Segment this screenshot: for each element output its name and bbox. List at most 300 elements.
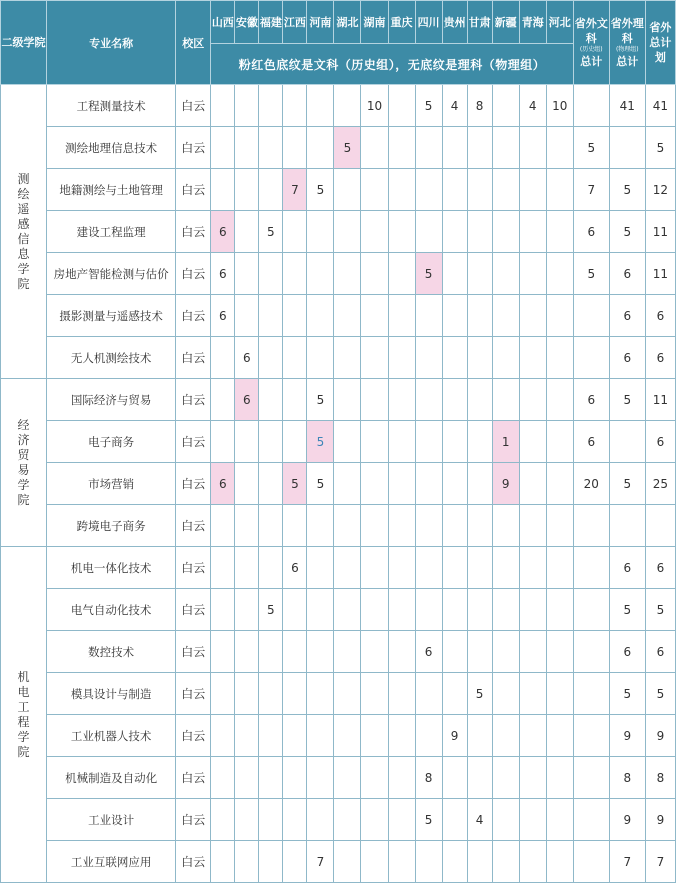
- province-quota-cell: [519, 757, 546, 799]
- province-quota-cell: 5: [307, 421, 334, 463]
- province-quota-cell: [492, 841, 519, 883]
- province-quota-cell: [415, 841, 442, 883]
- arts-total-cell: 7: [573, 169, 609, 211]
- province-quota-cell: [283, 253, 307, 295]
- province-quota-cell: [442, 757, 467, 799]
- grand-total-cell: 11: [645, 379, 675, 421]
- major-name: 模具设计与制造: [47, 673, 176, 715]
- province-quota-cell: [492, 505, 519, 547]
- province-quota-cell: [388, 379, 415, 421]
- province-quota-cell: [283, 799, 307, 841]
- province-quota-cell: [211, 379, 235, 421]
- province-quota-cell: [235, 673, 259, 715]
- province-quota-cell: [361, 169, 388, 211]
- header-province: 湖北: [334, 1, 361, 44]
- province-quota-cell: [361, 631, 388, 673]
- grand-total-cell: 6: [645, 295, 675, 337]
- province-quota-cell: [492, 379, 519, 421]
- province-quota-cell: [334, 169, 361, 211]
- campus-name: 白云: [176, 169, 211, 211]
- table-row: [1, 295, 676, 337]
- grand-total-cell: 12: [645, 169, 675, 211]
- province-quota-cell: [334, 505, 361, 547]
- province-quota-cell: [211, 505, 235, 547]
- province-quota-cell: [442, 421, 467, 463]
- province-quota-cell: 10: [546, 85, 573, 127]
- campus-name: 白云: [176, 589, 211, 631]
- major-name: 市场营销: [47, 463, 176, 505]
- province-quota-cell: [467, 841, 492, 883]
- arts-total-cell: 6: [573, 421, 609, 463]
- major-name: 工业设计: [47, 799, 176, 841]
- arts-total-cell: [573, 295, 609, 337]
- province-quota-cell: [283, 757, 307, 799]
- province-quota-cell: [307, 631, 334, 673]
- province-quota-cell: [415, 505, 442, 547]
- province-quota-cell: 5: [307, 463, 334, 505]
- province-quota-cell: [334, 799, 361, 841]
- province-quota-cell: [259, 631, 283, 673]
- province-quota-cell: [388, 505, 415, 547]
- province-quota-cell: [546, 211, 573, 253]
- province-quota-cell: 10: [361, 85, 388, 127]
- province-quota-cell: [259, 337, 283, 379]
- table-row: [1, 421, 676, 463]
- province-quota-cell: [415, 169, 442, 211]
- header-province: 青海: [519, 1, 546, 44]
- province-quota-cell: [492, 85, 519, 127]
- province-quota-cell: [211, 631, 235, 673]
- campus-name: 白云: [176, 799, 211, 841]
- province-quota-cell: [259, 421, 283, 463]
- header-province: 江西: [283, 1, 307, 44]
- province-quota-cell: [334, 589, 361, 631]
- table-row: [1, 253, 676, 295]
- province-quota-cell: [283, 421, 307, 463]
- province-quota-cell: 5: [259, 211, 283, 253]
- province-quota-cell: [361, 589, 388, 631]
- grand-total-cell: 9: [645, 715, 675, 757]
- arts-total-cell: [573, 799, 609, 841]
- province-quota-cell: [442, 841, 467, 883]
- province-quota-cell: [467, 631, 492, 673]
- province-quota-cell: [334, 841, 361, 883]
- major-name: 房地产智能检测与估价: [47, 253, 176, 295]
- science-total-cell: 5: [609, 211, 645, 253]
- science-total-cell: 6: [609, 631, 645, 673]
- province-quota-cell: [283, 211, 307, 253]
- province-quota-cell: [442, 169, 467, 211]
- major-name: 机电一体化技术: [47, 547, 176, 589]
- province-quota-cell: [442, 253, 467, 295]
- province-quota-cell: [442, 589, 467, 631]
- campus-name: 白云: [176, 631, 211, 673]
- major-name: 机械制造及自动化: [47, 757, 176, 799]
- major-name: 工业互联网应用: [47, 841, 176, 883]
- province-quota-cell: [388, 673, 415, 715]
- table-row: [1, 379, 676, 421]
- table-row: [1, 799, 676, 841]
- province-quota-cell: [334, 85, 361, 127]
- province-quota-cell: [415, 337, 442, 379]
- province-quota-cell: [259, 295, 283, 337]
- province-quota-cell: [546, 253, 573, 295]
- province-quota-cell: [492, 253, 519, 295]
- science-total-cell: 5: [609, 673, 645, 715]
- province-quota-cell: [361, 379, 388, 421]
- grand-total-cell: 8: [645, 757, 675, 799]
- province-quota-cell: [467, 505, 492, 547]
- province-quota-cell: [334, 463, 361, 505]
- arts-total-cell: [573, 547, 609, 589]
- major-name: 电子商务: [47, 421, 176, 463]
- campus-name: 白云: [176, 421, 211, 463]
- grand-total-cell: [645, 505, 675, 547]
- major-name: 国际经济与贸易: [47, 379, 176, 421]
- province-quota-cell: [519, 799, 546, 841]
- grand-total-cell: 41: [645, 85, 675, 127]
- province-quota-cell: [334, 715, 361, 757]
- province-quota-cell: [467, 421, 492, 463]
- province-quota-cell: [442, 127, 467, 169]
- campus-name: 白云: [176, 505, 211, 547]
- province-quota-cell: [259, 757, 283, 799]
- science-total-cell: 8: [609, 757, 645, 799]
- province-quota-cell: [211, 127, 235, 169]
- province-quota-cell: [361, 715, 388, 757]
- province-quota-cell: [307, 211, 334, 253]
- province-quota-cell: [334, 547, 361, 589]
- arts-total-cell: 5: [573, 127, 609, 169]
- arts-total-cell: [573, 715, 609, 757]
- province-quota-cell: [283, 841, 307, 883]
- campus-name: 白云: [176, 841, 211, 883]
- header-province: 贵州: [442, 1, 467, 44]
- province-quota-cell: [519, 253, 546, 295]
- province-quota-cell: [519, 379, 546, 421]
- province-quota-cell: [259, 127, 283, 169]
- college-name: [1, 547, 47, 883]
- province-quota-cell: [467, 169, 492, 211]
- header-science-total-suffix: 总计: [616, 55, 639, 68]
- campus-name: 白云: [176, 757, 211, 799]
- grand-total-cell: 6: [645, 631, 675, 673]
- science-total-cell: 5: [609, 379, 645, 421]
- province-quota-cell: [519, 589, 546, 631]
- table-row: [1, 631, 676, 673]
- province-quota-cell: [442, 547, 467, 589]
- province-quota-cell: [467, 337, 492, 379]
- header-province: 湖南: [361, 1, 388, 44]
- province-quota-cell: 5: [467, 673, 492, 715]
- province-quota-cell: [361, 253, 388, 295]
- campus-name: 白云: [176, 673, 211, 715]
- province-quota-cell: [259, 715, 283, 757]
- province-quota-cell: [492, 337, 519, 379]
- province-quota-cell: [388, 295, 415, 337]
- province-quota-cell: [546, 799, 573, 841]
- province-quota-cell: 6: [211, 463, 235, 505]
- province-quota-cell: [467, 589, 492, 631]
- grand-total-cell: 7: [645, 841, 675, 883]
- province-quota-cell: 5: [415, 799, 442, 841]
- province-quota-cell: [388, 631, 415, 673]
- table-row: [1, 85, 676, 127]
- province-quota-cell: [235, 85, 259, 127]
- major-name: 测绘地理信息技术: [47, 127, 176, 169]
- province-quota-cell: [211, 715, 235, 757]
- science-total-cell: 5: [609, 589, 645, 631]
- province-quota-cell: [492, 547, 519, 589]
- grand-total-cell: 6: [645, 337, 675, 379]
- province-quota-cell: [467, 547, 492, 589]
- province-quota-cell: [235, 631, 259, 673]
- grand-total-cell: 6: [645, 421, 675, 463]
- province-quota-cell: [388, 169, 415, 211]
- campus-name: 白云: [176, 715, 211, 757]
- province-quota-cell: [388, 799, 415, 841]
- province-quota-cell: 6: [415, 631, 442, 673]
- province-quota-cell: [283, 673, 307, 715]
- science-total-cell: [609, 421, 645, 463]
- province-quota-cell: [283, 295, 307, 337]
- province-quota-cell: 9: [442, 715, 467, 757]
- header-science-total-sub: (物理组): [615, 46, 639, 53]
- province-quota-cell: [334, 379, 361, 421]
- province-quota-cell: [519, 295, 546, 337]
- province-quota-cell: [334, 295, 361, 337]
- arts-total-cell: [573, 589, 609, 631]
- province-quota-cell: [235, 463, 259, 505]
- province-quota-cell: 6: [235, 337, 259, 379]
- province-quota-cell: [388, 253, 415, 295]
- province-quota-cell: [307, 673, 334, 715]
- province-quota-cell: 5: [283, 463, 307, 505]
- province-quota-cell: 6: [235, 379, 259, 421]
- province-quota-cell: [467, 253, 492, 295]
- province-quota-cell: [546, 337, 573, 379]
- province-quota-cell: [283, 505, 307, 547]
- campus-name: 白云: [176, 337, 211, 379]
- province-quota-cell: [388, 589, 415, 631]
- province-quota-cell: [235, 169, 259, 211]
- province-quota-cell: [467, 463, 492, 505]
- province-quota-cell: [283, 379, 307, 421]
- province-quota-cell: [259, 547, 283, 589]
- province-quota-cell: 4: [467, 799, 492, 841]
- college-name-text: 机电工程学院: [17, 669, 30, 759]
- province-quota-cell: [519, 547, 546, 589]
- province-quota-cell: [361, 673, 388, 715]
- province-quota-cell: [546, 463, 573, 505]
- province-quota-cell: [283, 337, 307, 379]
- province-quota-cell: [211, 85, 235, 127]
- province-quota-cell: [307, 799, 334, 841]
- grand-total-cell: 25: [645, 463, 675, 505]
- province-quota-cell: [415, 421, 442, 463]
- province-quota-cell: 5: [307, 379, 334, 421]
- province-quota-cell: [415, 715, 442, 757]
- header-province: 四川: [415, 1, 442, 44]
- province-quota-cell: 4: [519, 85, 546, 127]
- province-quota-cell: [519, 631, 546, 673]
- province-quota-cell: 5: [334, 127, 361, 169]
- province-quota-cell: [307, 127, 334, 169]
- campus-name: 白云: [176, 127, 211, 169]
- science-total-cell: 41: [609, 85, 645, 127]
- province-quota-cell: [546, 841, 573, 883]
- table-row: [1, 673, 676, 715]
- header-arts-total: [573, 1, 609, 85]
- province-quota-cell: [546, 127, 573, 169]
- province-quota-cell: [442, 337, 467, 379]
- province-quota-cell: 5: [415, 253, 442, 295]
- science-total-cell: [609, 505, 645, 547]
- province-quota-cell: [415, 589, 442, 631]
- province-quota-cell: [492, 211, 519, 253]
- campus-name: 白云: [176, 85, 211, 127]
- province-quota-cell: [334, 673, 361, 715]
- province-quota-cell: [492, 799, 519, 841]
- province-quota-cell: [388, 547, 415, 589]
- header-college: 二级学院: [1, 1, 47, 85]
- table-row: [1, 715, 676, 757]
- major-name: 跨境电子商务: [47, 505, 176, 547]
- header-province: 重庆: [388, 1, 415, 44]
- province-quota-cell: 5: [307, 169, 334, 211]
- major-name: 无人机测绘技术: [47, 337, 176, 379]
- province-quota-cell: [361, 757, 388, 799]
- province-quota-cell: [546, 757, 573, 799]
- province-quota-cell: [361, 127, 388, 169]
- province-quota-cell: [519, 127, 546, 169]
- province-quota-cell: [415, 379, 442, 421]
- province-quota-cell: [442, 799, 467, 841]
- province-quota-cell: [492, 757, 519, 799]
- campus-name: 白云: [176, 547, 211, 589]
- grand-total-cell: 6: [645, 547, 675, 589]
- province-quota-cell: [235, 589, 259, 631]
- province-quota-cell: [388, 463, 415, 505]
- header-arts-total-label: 省外文科: [574, 17, 608, 45]
- province-quota-cell: 1: [492, 421, 519, 463]
- province-quota-cell: [546, 715, 573, 757]
- province-quota-cell: [361, 547, 388, 589]
- table-row: [1, 589, 676, 631]
- province-quota-cell: [334, 631, 361, 673]
- province-quota-cell: [442, 211, 467, 253]
- province-quota-cell: [259, 379, 283, 421]
- arts-total-cell: [573, 757, 609, 799]
- province-quota-cell: [519, 841, 546, 883]
- province-quota-cell: [334, 253, 361, 295]
- header-major: 专业名称: [47, 1, 176, 85]
- province-quota-cell: [388, 757, 415, 799]
- province-quota-cell: [388, 337, 415, 379]
- province-quota-cell: [283, 631, 307, 673]
- province-quota-cell: [235, 421, 259, 463]
- grand-total-cell: 5: [645, 127, 675, 169]
- campus-name: 白云: [176, 463, 211, 505]
- province-quota-cell: [307, 757, 334, 799]
- province-quota-cell: [211, 547, 235, 589]
- province-quota-cell: 4: [442, 85, 467, 127]
- province-quota-cell: [546, 589, 573, 631]
- province-quota-cell: [361, 463, 388, 505]
- province-quota-cell: [334, 211, 361, 253]
- grand-total-cell: 11: [645, 211, 675, 253]
- province-quota-cell: [415, 295, 442, 337]
- province-quota-cell: [235, 295, 259, 337]
- enrollment-plan-body: [1, 85, 676, 883]
- province-quota-cell: [259, 799, 283, 841]
- science-total-cell: 5: [609, 463, 645, 505]
- province-quota-cell: [307, 715, 334, 757]
- college-name-text: 经济贸易学院: [17, 417, 30, 507]
- province-quota-cell: [235, 127, 259, 169]
- major-name: 工程测量技术: [47, 85, 176, 127]
- province-quota-cell: [546, 673, 573, 715]
- province-quota-cell: [442, 505, 467, 547]
- province-quota-cell: [211, 337, 235, 379]
- table-row: [1, 169, 676, 211]
- table-row: [1, 127, 676, 169]
- province-quota-cell: [519, 673, 546, 715]
- province-quota-cell: 6: [211, 253, 235, 295]
- province-quota-cell: [467, 211, 492, 253]
- province-quota-cell: [492, 715, 519, 757]
- province-quota-cell: [307, 589, 334, 631]
- province-quota-cell: [283, 85, 307, 127]
- header-province: 福建: [259, 1, 283, 44]
- major-name: 电气自动化技术: [47, 589, 176, 631]
- table-row: [1, 337, 676, 379]
- province-quota-cell: [307, 295, 334, 337]
- science-total-cell: 6: [609, 337, 645, 379]
- province-quota-cell: [211, 841, 235, 883]
- header-province: 山西: [211, 1, 235, 44]
- province-quota-cell: [546, 169, 573, 211]
- campus-name: 白云: [176, 295, 211, 337]
- province-quota-cell: 6: [283, 547, 307, 589]
- province-quota-cell: [259, 253, 283, 295]
- grand-total-cell: 5: [645, 589, 675, 631]
- province-quota-cell: [415, 463, 442, 505]
- province-quota-cell: 7: [307, 841, 334, 883]
- province-quota-cell: [211, 673, 235, 715]
- major-name: 工业机器人技术: [47, 715, 176, 757]
- table-row: [1, 505, 676, 547]
- province-quota-cell: [519, 715, 546, 757]
- college-name: [1, 85, 47, 379]
- province-quota-cell: [519, 463, 546, 505]
- province-quota-cell: [519, 505, 546, 547]
- arts-total-cell: [573, 85, 609, 127]
- province-quota-cell: 6: [211, 295, 235, 337]
- major-name: 摄影测量与遥感技术: [47, 295, 176, 337]
- province-quota-cell: [259, 673, 283, 715]
- grand-total-cell: 9: [645, 799, 675, 841]
- province-quota-cell: [519, 337, 546, 379]
- header-legend-note: 粉红色底纹是文科（历史组），无底纹是理科（物理组）: [211, 44, 573, 85]
- province-quota-cell: [415, 127, 442, 169]
- science-total-cell: 5: [609, 169, 645, 211]
- province-quota-cell: [492, 589, 519, 631]
- province-quota-cell: [259, 505, 283, 547]
- province-quota-cell: [467, 715, 492, 757]
- province-quota-cell: 5: [259, 589, 283, 631]
- province-quota-cell: [307, 85, 334, 127]
